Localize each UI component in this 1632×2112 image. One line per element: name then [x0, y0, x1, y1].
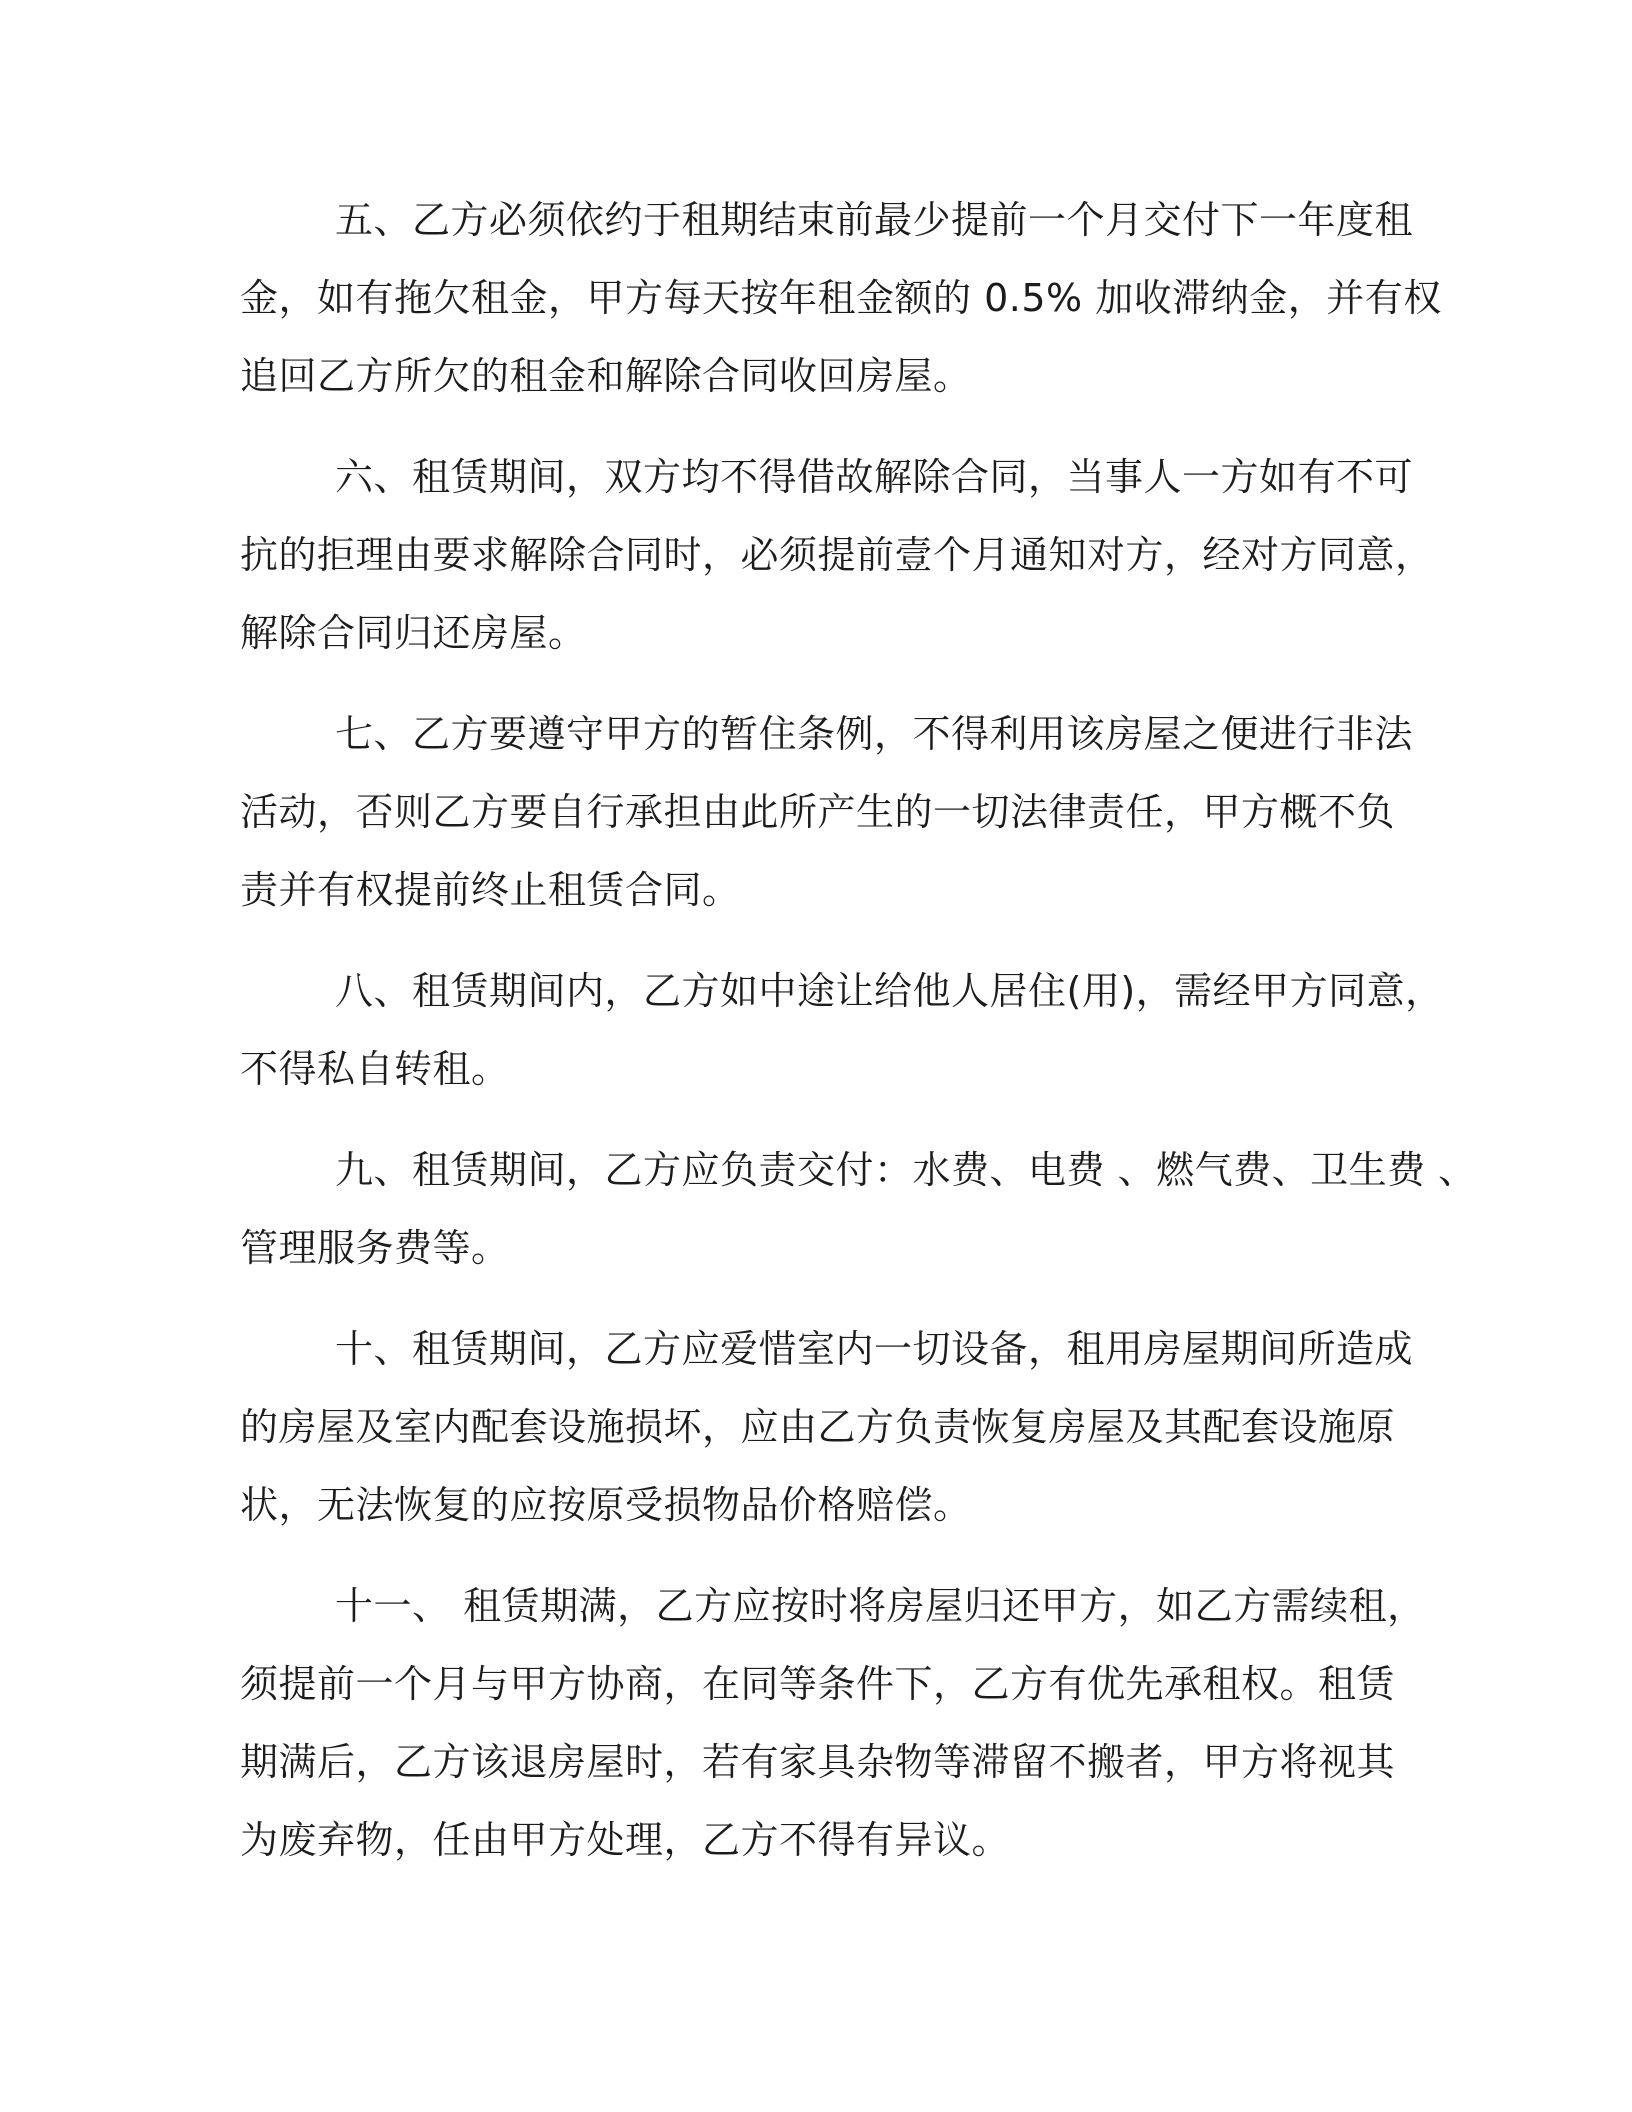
clause-8-line-2: 不得私自转租。 [240, 1047, 510, 1091]
clause-11 [240, 1567, 1460, 1879]
clause-9-line-2: 管理服务费等。 [240, 1226, 510, 1270]
clause-11-line-3: 期满后，乙方该退房屋时，若有家具杂物等滞留不搬者，甲方将视其 [240, 1740, 1396, 1784]
clause-11-line-2: 须提前一个月与甲方协商，在同等条件下，乙方有优先承租权。租赁 [240, 1662, 1396, 1706]
clause-7 [240, 695, 1460, 929]
clause-8-line-1: 八、租赁期间内，乙方如中途让给他人居住(用)，需经甲方同意， [335, 969, 1444, 1013]
clause-5-line-1: 五、乙方必须依约于租期结束前最少提前一个月交付下一年度租 [335, 198, 1414, 242]
clause-11-line-4: 为废弃物，任由甲方处理，乙方不得有异议。 [240, 1818, 1011, 1862]
clause-7-line-1: 七、乙方要遵守甲方的暂住条例，不得利用该房屋之便进行非法 [335, 712, 1414, 756]
clause-10-line-2: 的房屋及室内配套设施损坏，应由乙方负责恢复房屋及其配套设施原 [240, 1405, 1396, 1449]
clause-6 [240, 438, 1460, 672]
clause-7-line-3: 责并有权提前终止租赁合同。 [240, 868, 741, 912]
clause-10-line-1: 十、租赁期间，乙方应爱惜室内一切设备，租用房屋期间所造成 [335, 1327, 1414, 1371]
clause-8 [240, 952, 1460, 1108]
clause-7-line-2: 活动，否则乙方要自行承担由此所产生的一切法律责任，甲方概不负 [240, 790, 1396, 834]
clause-5 [240, 181, 1460, 415]
clause-11-line-1: 十一、 租赁期满，乙方应按时将房屋归还甲方，如乙方需续租， [335, 1584, 1426, 1628]
clause-9 [240, 1131, 1477, 1287]
clause-6-line-2: 抗的拒理由要求解除合同时，必须提前壹个月通知对方，经对方同意， [240, 533, 1434, 577]
clause-6-line-3: 解除合同归还房屋。 [240, 611, 587, 655]
clause-10 [240, 1310, 1460, 1544]
clause-6-line-1: 六、租赁期间，双方均不得借故解除合同，当事人一方如有不可 [335, 455, 1414, 499]
clause-5-line-2: 金，如有拖欠租金，甲方每天按年租金额的 0.5% 加收滞纳金，并有权 [240, 276, 1442, 320]
clause-5-line-3: 追回乙方所欠的租金和解除合同收回房屋。 [240, 354, 972, 398]
clause-10-line-3: 状，无法恢复的应按原受损物品价格赔偿。 [240, 1483, 972, 1527]
clause-9-line-1: 九、租赁期间，乙方应负责交付：水费、电费 、燃气费、卫生费 、 [335, 1148, 1477, 1192]
